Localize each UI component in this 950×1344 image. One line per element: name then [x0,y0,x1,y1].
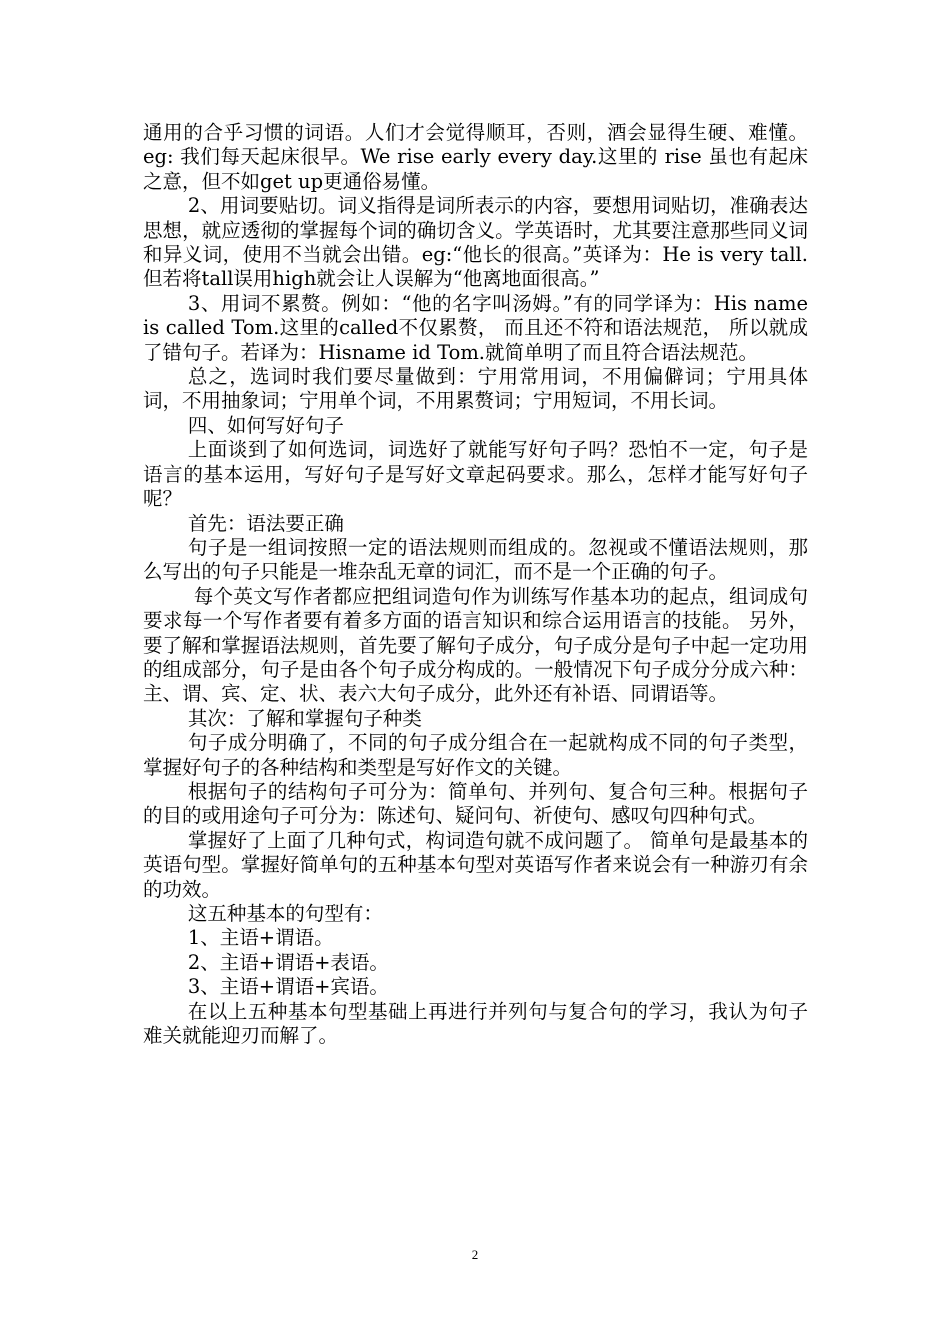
paragraph-conclusion: 在以上五种基本句型基础上再进行并列句与复合句的学习，我认为句子难关就能迎刃而解了。 [143,999,808,1048]
paragraph-word-choice-concise: 3、用词不累赘。例如：“他的名字叫汤姆。”有的同学译为：His name is called Tom.这里的called不仅累赘， 而且还不符和语法规范， 所以就成了错句子。若译为：Hisname id Tom.就简单明了而且符合语法规范。 [143,291,808,364]
paragraph-grammar-rules: 句子是一组词按照一定的语法规则而组成的。忽视或不懂语法规则，那么写出的句子只能是一堆杂乱无章的词汇，而不是一个正确的句子。 [143,535,808,584]
paragraph-sentence-types: 句子成分明确了，不同的句子成分组合在一起就构成不同的句子类型，掌握好句子的各种结构和类型是写好作文的关键。 [143,731,808,779]
paragraph-word-choice-summary: 总之，选词时我们要尽量做到：宁用常用词，不用偏僻词；宁用具体词，不用抽象词；宁用单个词，不用累赘词；宁用短词，不用长词。 [143,365,808,413]
document-body [143,121,808,1048]
list-item-pattern-3: 3、主语+谓语+宾语。 [187,975,389,999]
subheading-sentence-types: 其次：了解和掌握句子种类 [187,706,422,730]
paragraph-sentence-classification: 根据句子的结构句子可分为：简单句、并列句、复合句三种。根据句子的目的或用途句子可分为：陈述句、疑问句、祈使句、感叹句四种句式。 [143,779,808,828]
list-item-pattern-1: 1、主语+谓语。 [187,926,334,950]
paragraph-sentences-intro: 上面谈到了如何选词，词选好了就能写好句子吗？恐怕不一定，句子是语言的基本运用，写好句子是写好文章起码要求。那么，怎样才能写好句子呢？ [143,438,808,511]
list-item-pattern-2: 2、主语+谓语+表语。 [187,950,389,974]
paragraph-word-choice-appropriate: 2、用词要贴切。词义指得是词所表示的内容，要想用词贴切，准确表达思想，就应透彻的掌握每个词的确切含义。学英语时，尤其要注意那些同义词和异义词，使用不当就会出错。eg:“他长的很高。”英译为：He is very tall.但若将tall误用high就会让人误解为“他离地面很高。” [143,194,808,291]
paragraph-simple-sentences: 掌握好了上面了几种句式，构词造句就不成问题了。 简单句是最基本的英语句型。掌握好简单句的五种基本句型对英语写作者来说会有一种游刃有余的功效。 [143,828,808,901]
paragraph-word-choice-common: 通用的合乎习惯的词语。人们才会觉得顺耳，否则，酒会显得生硬、难懂。eg: 我们每天起床很早。We rise early every day.这里的 rise 虽也有起床之意，但不如get up更通俗易懂。 [143,121,808,193]
page-number: 2 [471,1247,479,1262]
subheading-grammar: 首先：语法要正确 [187,511,344,535]
section-heading-sentences: 四、如何写好句子 [187,413,344,437]
paragraph-five-patterns-intro: 这五种基本的句型有： [187,902,383,925]
paragraph-sentence-elements: 每个英文写作者都应把组词造句作为训练写作基本功的起点，组词成句要求每一个写作者要有着多方面的语言知识和综合运用语言的技能。 另外，要了解和掌握语法规则，首先要了解句子成分，句子成分是句子中起一定功用的组成部分，句子是由各个句子成分构成的。一般情况下句子成分分成六种：主、谓、宾、定、状、表六大句子成分，此外还有补语、同谓语等。 [143,584,808,706]
